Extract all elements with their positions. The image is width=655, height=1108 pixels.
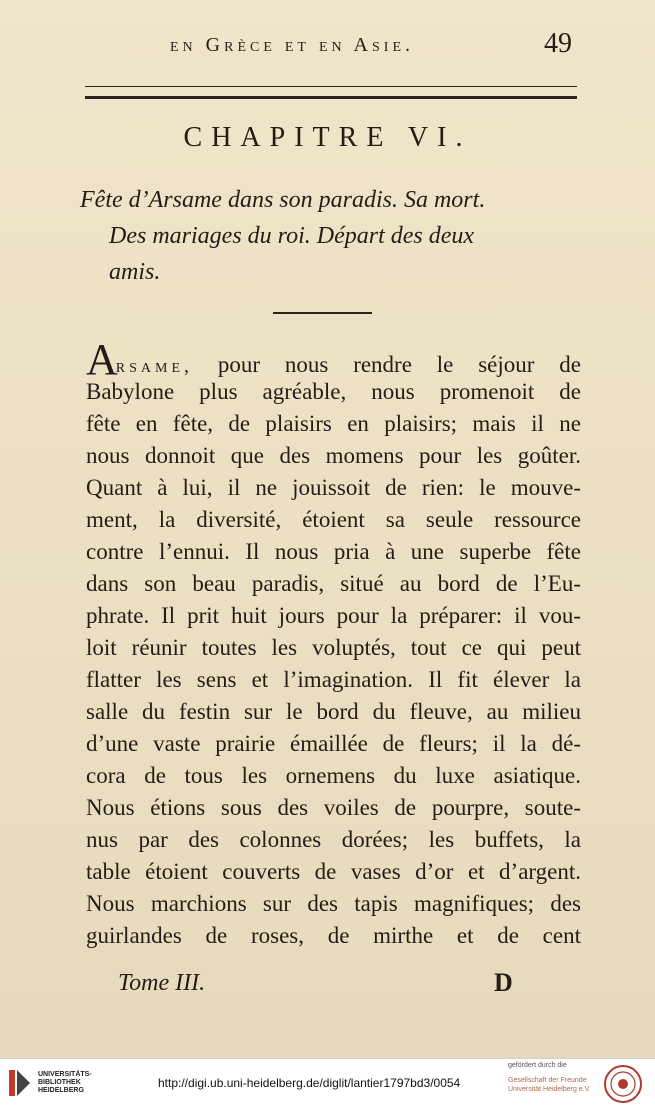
- chapter-summary: [80, 182, 600, 290]
- body-line: flatter les sens et l’imagination. Il fit élever la: [86, 667, 581, 692]
- body-line: table étoient couverts de vases d’or et d’argent.: [86, 859, 581, 884]
- body-line: phrate. Il prit huit jours pour la préparer: il vou-: [86, 603, 581, 628]
- body-line: contre l’ennui. Il nous pria à une superbe fête: [86, 539, 581, 564]
- drop-cap: A: [86, 335, 116, 384]
- signature-mark: D: [494, 968, 513, 997]
- permalink-url[interactable]: http://digi.ub.uni-heidelberg.de/diglit/lantier1797bd3/0054: [158, 1076, 461, 1090]
- university-seal-icon[interactable]: [603, 1064, 643, 1104]
- body-line-first: [86, 335, 581, 384]
- page-number: 49: [544, 28, 572, 59]
- page-header: [160, 30, 580, 64]
- library-name[interactable]: UNIVERSITÄTS- BIBLIOTHEK HEIDELBERG: [38, 1071, 92, 1094]
- library-logo-icon[interactable]: [8, 1068, 32, 1098]
- body-line: loit réunir toutes les voluptés, tout ce qui peut: [86, 635, 581, 660]
- body-line: d’une vaste prairie émaillée de fleurs; il la dé-: [86, 731, 581, 756]
- body-line: Nous étions sous des voiles de pourpre, soute-: [86, 795, 581, 820]
- body-line: guirlandes de roses, de mirthe et de cent: [86, 923, 581, 948]
- body-line: dans son beau paradis, situé au bord de l’Eu-: [86, 571, 581, 596]
- body-line: ment, la diversité, étoient sa seule ressource: [86, 507, 581, 532]
- body-line: cora de tous les ornemens du luxe asiatique.: [86, 763, 581, 788]
- body-line: nous donnoit que des momens pour les goûter.: [86, 443, 581, 468]
- sponsor-name[interactable]: Gesellschaft der Freunde Universität Heidelberg e.V.: [508, 1077, 591, 1093]
- library-footer-bar: [0, 1058, 655, 1108]
- first-line-rest: pour nous rendre le séjour de: [217, 352, 581, 377]
- summary-line: amis.: [109, 259, 161, 285]
- volume-label: Tome III.: [118, 970, 206, 996]
- body-text: [86, 335, 581, 952]
- body-line: Quant à lui, il ne jouissoit de rien: le mouve-: [86, 475, 581, 500]
- body-line: nus par des colonnes dorées; les buffets, la: [86, 827, 581, 852]
- body-line: Babylone plus agréable, nous promenoit de: [86, 379, 581, 404]
- body-line: salle du festin sur le bord du fleuve, au milieu: [86, 699, 581, 724]
- running-title: en Grèce et en Asie.: [170, 34, 414, 56]
- body-line: fête en fête, de plaisirs en plaisirs; mais il ne: [86, 411, 581, 436]
- header-double-rule: [85, 86, 577, 99]
- sponsor-note: gefördert durch die: [508, 1062, 567, 1069]
- summary-line: Fête d’Arsame dans son paradis. Sa mort.: [80, 187, 486, 213]
- section-divider: [273, 312, 372, 314]
- chapter-title: CHAPITRE VI.: [183, 122, 472, 153]
- summary-line: Des mariages du roi. Départ des deux: [109, 223, 475, 249]
- body-line: Nous marchions sur des tapis magnifiques; des: [86, 891, 581, 916]
- first-word-rest: rsame,: [115, 355, 194, 377]
